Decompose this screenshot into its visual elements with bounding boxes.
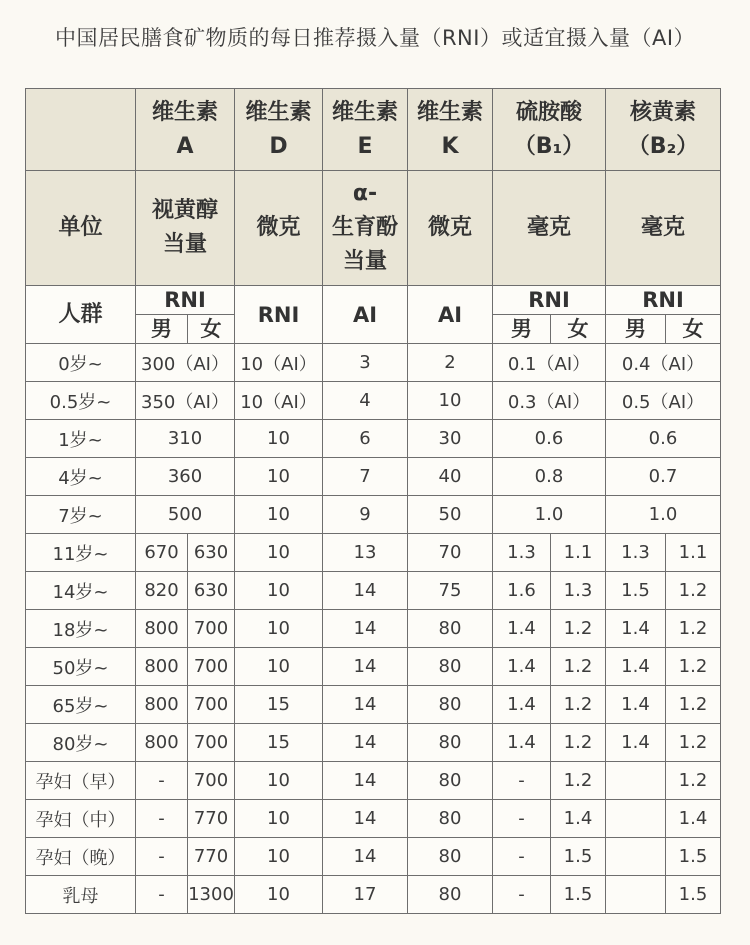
cell-vitamin-a-male: 800 [136,648,188,686]
cell-thiamine-female: 1.4 [551,800,606,838]
cell-vitamin-e: 7 [323,458,408,496]
cell-riboflavin-male [606,838,666,876]
cell-thiamine-female: 1.3 [551,572,606,610]
cell-vitamin-a-female: 770 [188,838,235,876]
thiamine-male-header: 男 [493,315,551,344]
cell-vitamin-a-female: 700 [188,686,235,724]
cell-vitamin-d: 10 [235,838,323,876]
cell-vitamin-e: 9 [323,496,408,534]
cell-vitamin-a-male: - [136,876,188,914]
cell-thiamine-female: 1.2 [551,762,606,800]
unit-vitamin-k: 微克 [408,171,493,286]
row-group: 1岁~ [26,420,136,458]
header-riboflavin-line1: 核黄素 [629,99,696,125]
cell-thiamine-male: 1.4 [493,648,551,686]
unit-row [26,171,721,286]
unit-thiamine: 毫克 [493,171,606,286]
vitamin-a-female-header: 女 [188,315,235,344]
cell-riboflavin-female: 1.2 [666,724,721,762]
row-group: 孕妇（中） [26,800,136,838]
table-row [26,572,721,610]
row-group: 0.5岁~ [26,382,136,420]
cell-vitamin-a: 350（AI） [136,382,235,420]
cell-thiamine-male: 1.3 [493,534,551,572]
crowd-vitamin-a-rni: RNI [136,286,235,315]
cell-thiamine-male: 1.4 [493,686,551,724]
cell-vitamin-e: 14 [323,648,408,686]
cell-thiamine-female: 1.1 [551,534,606,572]
cell-vitamin-d: 10 [235,762,323,800]
cell-vitamin-a-female: 770 [188,800,235,838]
table-row [26,420,721,458]
cell-thiamine: 0.8 [493,458,606,496]
table-row [26,382,721,420]
cell-thiamine-male: 1.4 [493,610,551,648]
row-group: 7岁~ [26,496,136,534]
cell-vitamin-k: 80 [408,610,493,648]
cell-vitamin-a-male: - [136,838,188,876]
row-group: 50岁~ [26,648,136,686]
cell-vitamin-d: 10 [235,876,323,914]
cell-riboflavin-female: 1.5 [666,838,721,876]
cell-vitamin-k: 50 [408,496,493,534]
table-row [26,610,721,648]
cell-thiamine-female: 1.2 [551,686,606,724]
cell-vitamin-a-female: 700 [188,610,235,648]
cell-vitamin-a-female: 630 [188,572,235,610]
cell-riboflavin-male [606,876,666,914]
cell-thiamine-male: - [493,838,551,876]
unit-vitamin-d: 微克 [235,171,323,286]
cell-riboflavin: 0.7 [606,458,721,496]
cell-vitamin-k: 70 [408,534,493,572]
cell-riboflavin-male: 1.4 [606,610,666,648]
cell-thiamine: 1.0 [493,496,606,534]
thiamine-female-header: 女 [551,315,606,344]
header-vitamin-k [408,89,493,171]
riboflavin-male-header: 男 [606,315,666,344]
header-vitamin-e-line2: E [357,133,373,159]
cell-vitamin-a-male: 800 [136,686,188,724]
cell-vitamin-a-male: 800 [136,724,188,762]
unit-vitamin-a-line1: 视黄醇 [151,198,218,223]
cell-thiamine-female: 1.5 [551,838,606,876]
cell-vitamin-d: 10 [235,534,323,572]
table-row [26,762,721,800]
row-group: 0岁~ [26,344,136,382]
cell-vitamin-k: 80 [408,876,493,914]
cell-vitamin-k: 10 [408,382,493,420]
cell-riboflavin: 0.4（AI） [606,344,721,382]
cell-riboflavin-male [606,800,666,838]
header-corner [26,89,136,171]
cell-vitamin-a-male: - [136,762,188,800]
cell-vitamin-a-female: 700 [188,724,235,762]
cell-vitamin-a: 310 [136,420,235,458]
cell-vitamin-e: 14 [323,686,408,724]
cell-riboflavin-female: 1.2 [666,572,721,610]
cell-thiamine-female: 1.2 [551,724,606,762]
cell-vitamin-k: 80 [408,724,493,762]
row-group: 14岁~ [26,572,136,610]
cell-vitamin-d: 10 [235,458,323,496]
row-group: 11岁~ [26,534,136,572]
crowd-header-row [26,286,721,315]
cell-thiamine-male: - [493,800,551,838]
unit-riboflavin: 毫克 [606,171,721,286]
unit-vitamin-e-line1: α- [352,181,378,206]
table-row [26,876,721,914]
cell-riboflavin-female: 1.5 [666,876,721,914]
cell-thiamine-female: 1.2 [551,610,606,648]
row-group: 4岁~ [26,458,136,496]
header-vitamin-k-line2: K [441,133,459,159]
cell-vitamin-e: 14 [323,724,408,762]
cell-vitamin-a-female: 700 [188,762,235,800]
cell-thiamine-female: 1.2 [551,648,606,686]
row-group: 65岁~ [26,686,136,724]
cell-vitamin-a-female: 630 [188,534,235,572]
unit-vitamin-a [136,171,235,286]
header-thiamine-line2: （B₁） [513,133,585,159]
cell-vitamin-a-female: 1300 [188,876,235,914]
cell-riboflavin-male: 1.5 [606,572,666,610]
cell-vitamin-e: 17 [323,876,408,914]
cell-riboflavin-male: 1.3 [606,534,666,572]
crowd-vitamin-e-ai: AI [323,286,408,344]
cell-riboflavin-male: 1.4 [606,724,666,762]
cell-riboflavin-female: 1.2 [666,610,721,648]
unit-vitamin-e-line3: 当量 [342,249,387,274]
table-row [26,724,721,762]
cell-vitamin-k: 40 [408,458,493,496]
cell-riboflavin-male: 1.4 [606,686,666,724]
cell-riboflavin-female: 1.4 [666,800,721,838]
riboflavin-female-header: 女 [666,315,721,344]
cell-vitamin-a-male: 670 [136,534,188,572]
cell-thiamine-male: - [493,762,551,800]
cell-vitamin-k: 80 [408,838,493,876]
cell-vitamin-a: 360 [136,458,235,496]
cell-vitamin-d: 10 [235,648,323,686]
cell-vitamin-d: 15 [235,724,323,762]
table-row [26,496,721,534]
cell-vitamin-d: 10 [235,800,323,838]
row-group: 80岁~ [26,724,136,762]
unit-label: 单位 [26,171,136,286]
cell-thiamine: 0.6 [493,420,606,458]
row-group: 孕妇（晚） [26,838,136,876]
cell-riboflavin-female: 1.1 [666,534,721,572]
header-vitamin-d-line1: 维生素 [245,99,312,125]
cell-vitamin-e: 4 [323,382,408,420]
cell-vitamin-k: 80 [408,648,493,686]
cell-vitamin-d: 10 [235,572,323,610]
cell-riboflavin-male [606,762,666,800]
cell-vitamin-k: 75 [408,572,493,610]
header-vitamin-k-line1: 维生素 [416,99,483,125]
crowd-vitamin-d-rni: RNI [235,286,323,344]
cell-riboflavin-male: 1.4 [606,648,666,686]
header-vitamin-a [136,89,235,171]
cell-vitamin-e: 3 [323,344,408,382]
cell-thiamine-male: 1.6 [493,572,551,610]
table-row [26,648,721,686]
header-vitamin-d-line2: D [269,133,288,159]
cell-thiamine: 0.1（AI） [493,344,606,382]
cell-vitamin-k: 2 [408,344,493,382]
header-thiamine-line1: 硫胺酸 [515,99,582,125]
cell-vitamin-d: 10（AI） [235,382,323,420]
cell-thiamine-female: 1.5 [551,876,606,914]
table-row [26,800,721,838]
cell-vitamin-a: 300（AI） [136,344,235,382]
cell-thiamine-male: - [493,876,551,914]
table-row [26,686,721,724]
cell-vitamin-a-male: 820 [136,572,188,610]
table-row [26,344,721,382]
header-thiamine [493,89,606,171]
row-group: 孕妇（早） [26,762,136,800]
unit-vitamin-e [323,171,408,286]
cell-vitamin-d: 10 [235,610,323,648]
cell-vitamin-k: 80 [408,762,493,800]
cell-vitamin-e: 14 [323,800,408,838]
cell-vitamin-k: 80 [408,686,493,724]
cell-vitamin-d: 10（AI） [235,344,323,382]
cell-vitamin-d: 10 [235,496,323,534]
unit-vitamin-e-line2: 生育酚 [331,215,398,240]
cell-vitamin-d: 10 [235,420,323,458]
header-vitamin-e [323,89,408,171]
header-riboflavin-line2: （B₂） [627,133,699,159]
cell-thiamine: 0.3（AI） [493,382,606,420]
vitamin-a-male-header: 男 [136,315,188,344]
header-vitamin-a-line1: 维生素 [151,99,218,125]
cell-vitamin-a-female: 700 [188,648,235,686]
header-vitamin-a-line2: A [176,133,194,159]
table-row [26,838,721,876]
table-row [26,534,721,572]
crowd-thiamine-rni: RNI [493,286,606,315]
cell-vitamin-e: 14 [323,572,408,610]
cell-riboflavin: 0.6 [606,420,721,458]
cell-vitamin-k: 80 [408,800,493,838]
cell-riboflavin-female: 1.2 [666,686,721,724]
cell-vitamin-e: 14 [323,762,408,800]
header-vitamin-e-line1: 维生素 [331,99,398,125]
crowd-vitamin-k-ai: AI [408,286,493,344]
cell-thiamine-male: 1.4 [493,724,551,762]
nutrient-table [25,88,721,914]
cell-vitamin-e: 14 [323,610,408,648]
crowd-riboflavin-rni: RNI [606,286,721,315]
cell-vitamin-a: 500 [136,496,235,534]
table-row [26,458,721,496]
cell-riboflavin-female: 1.2 [666,648,721,686]
unit-vitamin-a-line2: 当量 [162,232,207,257]
cell-riboflavin-female: 1.2 [666,762,721,800]
cell-vitamin-e: 13 [323,534,408,572]
cell-vitamin-e: 14 [323,838,408,876]
cell-riboflavin: 0.5（AI） [606,382,721,420]
cell-vitamin-k: 30 [408,420,493,458]
row-group: 乳母 [26,876,136,914]
cell-vitamin-a-male: - [136,800,188,838]
row-group: 18岁~ [26,610,136,648]
nutrient-header-row [26,89,721,171]
page-title: 中国居民膳食矿物质的每日推荐摄入量（RNI）或适宜摄入量（AI） [54,26,696,50]
cell-riboflavin: 1.0 [606,496,721,534]
crowd-label: 人群 [26,286,136,344]
header-riboflavin [606,89,721,171]
cell-vitamin-d: 15 [235,686,323,724]
cell-vitamin-e: 6 [323,420,408,458]
header-vitamin-d [235,89,323,171]
cell-vitamin-a-male: 800 [136,610,188,648]
